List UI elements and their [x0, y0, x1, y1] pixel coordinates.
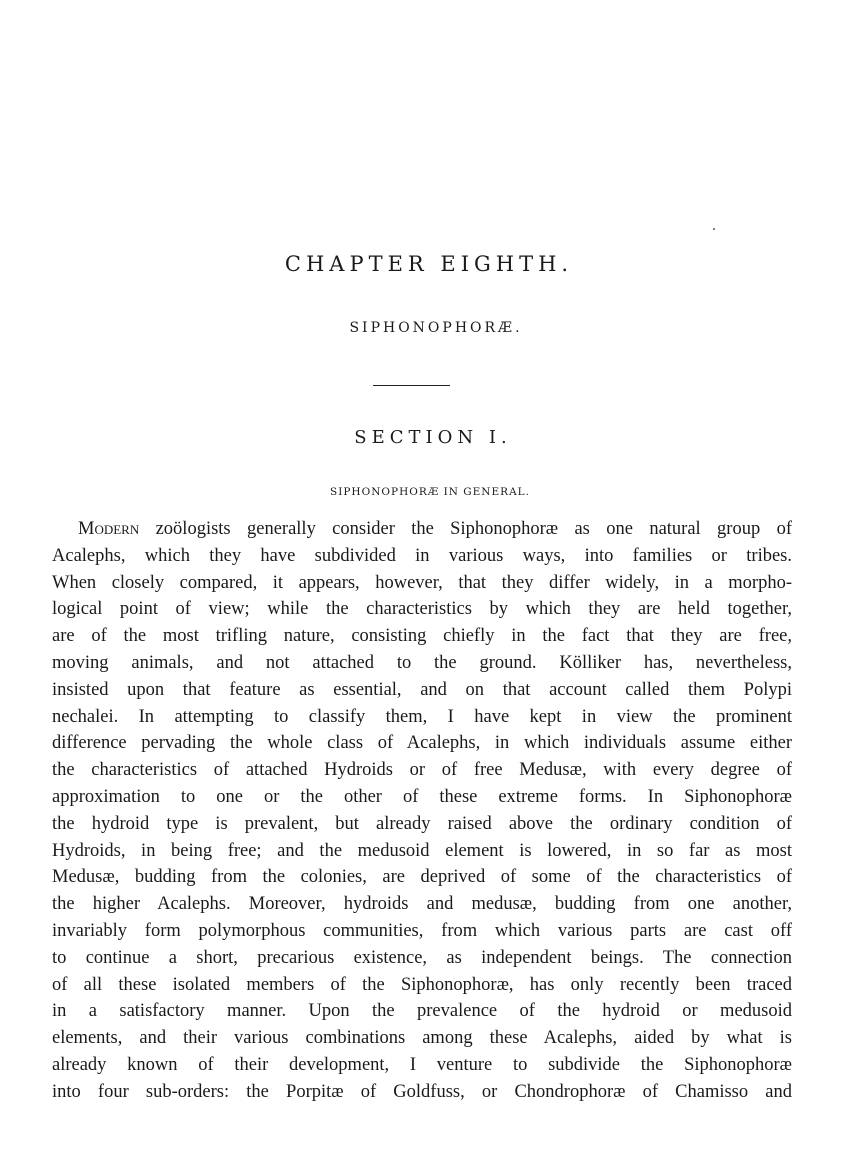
paragraph-line: to continue a short, precarious existence, as independent beings. The connection: [52, 947, 792, 968]
chapter-subtitle: SIPHONOPHORÆ.: [349, 320, 523, 336]
page-speck: [713, 228, 715, 230]
opening-word: Modern: [78, 519, 140, 539]
paragraph-line: moving animals, and not attached to the ground. Kölliker has, nevertheless,: [52, 652, 792, 673]
paragraph-line: invariably form polymorphous communities, from which various parts are cast off: [52, 920, 792, 941]
paragraph-line: When closely compared, it appears, however, that they differ widely, in a morpho-: [52, 572, 792, 593]
paragraph-line: nechalei. In attempting to classify them, I have kept in view the prominent: [52, 706, 792, 727]
paragraph-line: elements, and their various combinations among these Acalephs, aided by what is: [52, 1028, 792, 1049]
paragraph-line: are of the most trifling nature, consisting chiefly in the fact that they are free,: [52, 626, 792, 647]
body-paragraph: [52, 516, 792, 1106]
paragraph-line: logical point of view; while the characteristics by which they are held together,: [52, 599, 792, 620]
paragraph-line: [52, 516, 792, 543]
paragraph-line: insisted upon that feature as essential, and on that account called them Polypi: [52, 679, 792, 700]
paragraph-line: Medusæ, budding from the colonies, are deprived of some of the characteristics of: [52, 867, 792, 888]
paragraph-line: Acalephs, which they have subdivided in various ways, into families or tribes.: [52, 545, 792, 566]
paragraph-line: Hydroids, in being free; and the medusoid element is lowered, in so far as most: [52, 840, 792, 861]
paragraph-line: difference pervading the whole class of Acalephs, in which individuals assume either: [52, 733, 792, 754]
paragraph-line: already known of their development, I venture to subdivide the Siphonophoræ: [52, 1054, 792, 1075]
chapter-title: CHAPTER EIGHTH.: [284, 252, 574, 276]
section-subtitle: SIPHONOPHORÆ IN GENERAL.: [330, 486, 530, 498]
line-text: zoölogists generally consider the Siphonophoræ as one natural group of: [139, 519, 792, 539]
section-title: SECTION I.: [354, 427, 512, 448]
paragraph-line: the hydroid type is prevalent, but already raised above the ordinary condition of: [52, 813, 792, 834]
paragraph-line: approximation to one or the other of these extreme forms. In Siphonophoræ: [52, 786, 792, 807]
paragraph-line: the characteristics of attached Hydroids or of free Medusæ, with every degree of: [52, 760, 792, 781]
paragraph-line: the higher Acalephs. Moreover, hydroids and medusæ, budding from one another,: [52, 894, 792, 915]
divider-rule: [373, 385, 450, 386]
paragraph-line: in a satisfactory manner. Upon the prevalence of the hydroid or medusoid: [52, 1001, 792, 1022]
paragraph-line: of all these isolated members of the Siphonophoræ, has only recently been traced: [52, 974, 792, 995]
paragraph-line: into four sub-orders: the Porpitæ of Goldfuss, or Chondrophoræ of Chamisso and: [52, 1081, 792, 1102]
